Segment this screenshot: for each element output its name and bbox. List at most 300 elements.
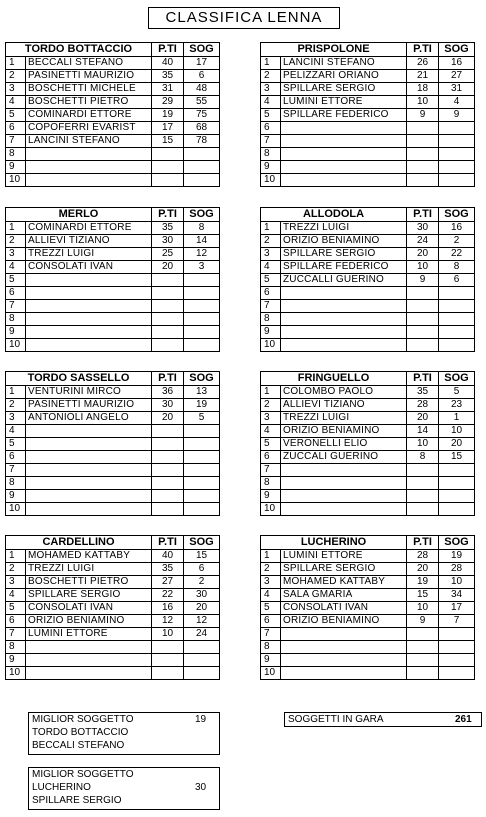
table-row — [261, 339, 475, 352]
rank-cell: 7 — [6, 464, 26, 477]
species-title: TORDO BOTTACCIO — [6, 43, 152, 57]
competitor-name: BOSCHETTI PIETRO — [26, 576, 152, 589]
table-row — [6, 161, 220, 174]
species-title: MERLO — [6, 208, 152, 222]
subjects-cell: 6 — [184, 563, 220, 576]
competitor-name — [26, 148, 152, 161]
rank-cell: 8 — [6, 641, 26, 654]
rank-cell: 9 — [6, 490, 26, 503]
table-row — [6, 339, 220, 352]
rank-cell: 2 — [6, 70, 26, 83]
table-row — [6, 477, 220, 490]
competitor-name: CONSOLATI IVAN — [26, 602, 152, 615]
points-cell — [407, 135, 439, 148]
best-subject-value: 19 — [195, 714, 207, 725]
subjects-header: SOG — [439, 43, 475, 57]
subjects-cell — [184, 339, 220, 352]
rank-cell: 6 — [261, 122, 281, 135]
table-row — [261, 313, 475, 326]
subjects-cell — [184, 451, 220, 464]
points-cell — [152, 641, 184, 654]
subjects-cell — [184, 148, 220, 161]
subjects-header: SOG — [439, 536, 475, 550]
subjects-cell — [439, 641, 475, 654]
table-row — [6, 83, 220, 96]
subjects-cell: 55 — [184, 96, 220, 109]
best-subject-label: MIGLIOR SOGGETTO — [32, 714, 134, 725]
table-row — [261, 57, 475, 70]
rank-cell: 1 — [261, 57, 281, 70]
points-cell — [407, 339, 439, 352]
rank-cell: 2 — [261, 70, 281, 83]
subjects-cell: 19 — [184, 399, 220, 412]
rank-cell: 9 — [6, 326, 26, 339]
rank-cell: 4 — [261, 589, 281, 602]
table-row — [6, 109, 220, 122]
subjects-cell — [439, 174, 475, 187]
table-row — [261, 135, 475, 148]
competitor-name — [281, 477, 407, 490]
table-row — [261, 386, 475, 399]
points-cell: 21 — [407, 70, 439, 83]
points-cell: 31 — [152, 83, 184, 96]
points-cell — [152, 477, 184, 490]
rank-cell: 6 — [261, 451, 281, 464]
points-header: P.TI — [152, 372, 184, 386]
rank-cell: 7 — [6, 628, 26, 641]
rank-cell: 9 — [6, 161, 26, 174]
rank-cell: 6 — [6, 451, 26, 464]
points-cell — [407, 477, 439, 490]
table-row — [261, 503, 475, 516]
rank-cell: 1 — [6, 57, 26, 70]
rank-cell: 2 — [261, 563, 281, 576]
subjects-cell — [184, 641, 220, 654]
competitor-name: TREZZI LUIGI — [26, 563, 152, 576]
table-row — [261, 174, 475, 187]
points-cell: 27 — [152, 576, 184, 589]
competitor-name: ZUCCALLI GUERINO — [281, 274, 407, 287]
rank-cell: 8 — [261, 148, 281, 161]
rank-cell: 2 — [261, 235, 281, 248]
subjects-cell: 68 — [184, 122, 220, 135]
points-cell — [152, 339, 184, 352]
competitor-name — [281, 313, 407, 326]
points-cell: 17 — [152, 122, 184, 135]
rank-cell: 4 — [261, 96, 281, 109]
competitor-name: COMINARDI ETTORE — [26, 109, 152, 122]
rank-cell: 10 — [6, 174, 26, 187]
rank-cell: 7 — [261, 464, 281, 477]
subjects-cell: 16 — [439, 57, 475, 70]
page-title: CLASSIFICA LENNA — [148, 7, 340, 29]
species-title: ALLODOLA — [261, 208, 407, 222]
table-row — [6, 438, 220, 451]
subjects-cell: 9 — [439, 109, 475, 122]
table-row — [6, 57, 220, 70]
subjects-cell — [184, 174, 220, 187]
table-row — [261, 628, 475, 641]
table-row — [6, 641, 220, 654]
points-cell: 24 — [407, 235, 439, 248]
points-cell: 28 — [407, 399, 439, 412]
best-subject-label-2: MIGLIOR SOGGETTO — [32, 769, 134, 780]
table-row — [261, 451, 475, 464]
subjects-cell: 20 — [184, 602, 220, 615]
points-cell — [407, 490, 439, 503]
rank-cell: 6 — [261, 287, 281, 300]
rank-cell: 5 — [261, 602, 281, 615]
points-cell — [152, 326, 184, 339]
points-cell — [152, 274, 184, 287]
competitor-name — [281, 287, 407, 300]
best-subject-name-2: SPILLARE SERGIO — [32, 795, 122, 806]
subjects-cell — [184, 425, 220, 438]
rank-cell: 2 — [6, 399, 26, 412]
points-cell — [152, 490, 184, 503]
points-cell — [152, 300, 184, 313]
table-row — [261, 222, 475, 235]
competitor-name: MOHAMED KATTABY — [26, 550, 152, 563]
rank-cell: 2 — [6, 235, 26, 248]
points-header: P.TI — [407, 208, 439, 222]
subjects-cell — [439, 464, 475, 477]
table-row — [261, 109, 475, 122]
table-row — [261, 589, 475, 602]
best-subject-species-2: LUCHERINO — [32, 782, 91, 793]
competitor-name: BOSCHETTI MICHELE — [26, 83, 152, 96]
points-cell — [407, 287, 439, 300]
table-row — [261, 261, 475, 274]
competitor-name: VENTURINI MIRCO — [26, 386, 152, 399]
points-cell: 22 — [152, 589, 184, 602]
subjects-cell: 16 — [439, 222, 475, 235]
subjects-cell — [184, 654, 220, 667]
competitor-name — [26, 174, 152, 187]
table-row — [6, 550, 220, 563]
competitor-name: TREZZI LUIGI — [26, 248, 152, 261]
competitor-name: VERONELLI ELIO — [281, 438, 407, 451]
table-row — [261, 550, 475, 563]
competitor-name: TREZZI LUIGI — [281, 222, 407, 235]
rank-cell: 10 — [6, 339, 26, 352]
subjects-cell: 22 — [439, 248, 475, 261]
points-cell — [152, 313, 184, 326]
competitor-name — [281, 654, 407, 667]
table-row — [6, 235, 220, 248]
subjects-cell — [439, 148, 475, 161]
competitor-name: SPILLARE SERGIO — [281, 248, 407, 261]
subjects-cell: 13 — [184, 386, 220, 399]
rank-cell: 3 — [261, 248, 281, 261]
table-row — [261, 477, 475, 490]
ranking-table — [5, 371, 220, 516]
rank-cell: 6 — [6, 122, 26, 135]
points-header: P.TI — [152, 536, 184, 550]
ranking-table — [260, 371, 475, 516]
subjects-cell: 27 — [439, 70, 475, 83]
table-row — [6, 313, 220, 326]
subjects-cell: 31 — [439, 83, 475, 96]
subjects-cell: 19 — [439, 550, 475, 563]
points-cell: 20 — [407, 412, 439, 425]
rank-cell: 7 — [6, 300, 26, 313]
rank-cell: 10 — [6, 667, 26, 680]
subjects-cell — [439, 503, 475, 516]
rank-cell: 8 — [261, 477, 281, 490]
rank-cell: 4 — [261, 425, 281, 438]
points-cell — [407, 628, 439, 641]
points-cell — [407, 122, 439, 135]
subjects-cell — [439, 300, 475, 313]
table-row — [6, 274, 220, 287]
subjects-cell — [184, 490, 220, 503]
competitor-name: BECCALI STEFANO — [26, 57, 152, 70]
competitor-name — [281, 503, 407, 516]
rank-cell: 1 — [261, 550, 281, 563]
table-row — [261, 438, 475, 451]
points-cell — [407, 503, 439, 516]
table-row — [261, 148, 475, 161]
rank-cell: 10 — [261, 174, 281, 187]
subjects-cell: 78 — [184, 135, 220, 148]
points-cell: 26 — [407, 57, 439, 70]
ranking-table — [5, 535, 220, 680]
competitor-name: SPILLARE SERGIO — [281, 563, 407, 576]
competitor-name — [281, 161, 407, 174]
subjects-cell: 24 — [184, 628, 220, 641]
competitor-name: ALLIEVI TIZIANO — [26, 235, 152, 248]
subjects-cell: 14 — [184, 235, 220, 248]
rank-cell: 4 — [261, 261, 281, 274]
table-row — [261, 274, 475, 287]
table-row — [6, 174, 220, 187]
rank-cell: 4 — [6, 261, 26, 274]
competitor-name — [26, 477, 152, 490]
table-row — [261, 399, 475, 412]
competitor-name: ORIZIO BENIAMINO — [281, 425, 407, 438]
competitor-name — [281, 300, 407, 313]
points-cell — [152, 654, 184, 667]
competitor-name: LUMINI ETTORE — [281, 550, 407, 563]
points-cell: 30 — [407, 222, 439, 235]
rank-cell: 7 — [6, 135, 26, 148]
rank-cell: 9 — [6, 654, 26, 667]
rank-cell: 2 — [6, 563, 26, 576]
table-row — [261, 667, 475, 680]
table-row — [261, 300, 475, 313]
rank-cell: 10 — [261, 667, 281, 680]
table-row — [6, 563, 220, 576]
points-cell: 19 — [152, 109, 184, 122]
best-subject-box-1 — [28, 712, 220, 755]
subjects-cell: 10 — [439, 576, 475, 589]
rank-cell: 8 — [261, 641, 281, 654]
points-cell: 35 — [152, 563, 184, 576]
points-cell — [407, 300, 439, 313]
points-cell: 20 — [407, 248, 439, 261]
subjects-cell: 15 — [184, 550, 220, 563]
species-title: TORDO SASSELLO — [6, 372, 152, 386]
subjects-cell — [439, 477, 475, 490]
points-cell: 29 — [152, 96, 184, 109]
table-row — [6, 576, 220, 589]
species-title: LUCHERINO — [261, 536, 407, 550]
competitor-name: MOHAMED KATTABY — [281, 576, 407, 589]
table-row — [6, 135, 220, 148]
table-row — [261, 96, 475, 109]
rank-cell: 1 — [261, 386, 281, 399]
points-cell: 35 — [152, 70, 184, 83]
competitor-name — [281, 326, 407, 339]
competitor-name — [26, 326, 152, 339]
subjects-cell: 34 — [439, 589, 475, 602]
rank-cell: 9 — [261, 326, 281, 339]
table-row — [6, 589, 220, 602]
competitor-name — [26, 313, 152, 326]
table-row — [261, 412, 475, 425]
subjects-count-label: SOGGETTI IN GARA — [288, 714, 384, 725]
subjects-cell — [439, 667, 475, 680]
table-row — [261, 654, 475, 667]
table-row — [6, 399, 220, 412]
rank-cell: 5 — [6, 602, 26, 615]
competitor-name: TREZZI LUIGI — [281, 412, 407, 425]
competitor-name: ANTONIOLI ANGELO — [26, 412, 152, 425]
points-cell — [407, 654, 439, 667]
best-subject-box-2 — [28, 767, 220, 810]
table-row — [261, 602, 475, 615]
points-cell: 18 — [407, 83, 439, 96]
table-row — [6, 464, 220, 477]
subjects-cell: 17 — [184, 57, 220, 70]
subjects-cell: 12 — [184, 615, 220, 628]
table-row — [261, 641, 475, 654]
subjects-cell — [184, 300, 220, 313]
table-row — [6, 503, 220, 516]
rank-cell: 5 — [6, 438, 26, 451]
competitor-name — [26, 425, 152, 438]
rank-cell: 3 — [6, 248, 26, 261]
competitor-name — [26, 464, 152, 477]
points-cell — [152, 425, 184, 438]
rank-cell: 3 — [6, 412, 26, 425]
points-cell — [407, 161, 439, 174]
competitor-name — [26, 274, 152, 287]
subjects-cell: 20 — [439, 438, 475, 451]
table-row — [6, 667, 220, 680]
rank-cell: 6 — [6, 287, 26, 300]
competitor-name — [26, 490, 152, 503]
subjects-header: SOG — [184, 208, 220, 222]
competitor-name — [26, 667, 152, 680]
points-cell: 40 — [152, 57, 184, 70]
competitor-name: COLOMBO PAOLO — [281, 386, 407, 399]
subjects-cell: 75 — [184, 109, 220, 122]
rank-cell: 4 — [6, 96, 26, 109]
competitor-name — [26, 641, 152, 654]
competitor-name — [281, 122, 407, 135]
points-cell: 9 — [407, 274, 439, 287]
points-cell: 9 — [407, 615, 439, 628]
competitor-name: PASINETTI MAURIZIO — [26, 399, 152, 412]
competitor-name — [281, 490, 407, 503]
table-row — [6, 490, 220, 503]
subjects-cell — [439, 287, 475, 300]
table-row — [261, 464, 475, 477]
table-row — [6, 122, 220, 135]
points-cell: 15 — [152, 135, 184, 148]
competitor-name: SALA GMARIA — [281, 589, 407, 602]
rank-cell: 1 — [6, 222, 26, 235]
rank-cell: 8 — [6, 148, 26, 161]
table-row — [261, 248, 475, 261]
table-row — [261, 425, 475, 438]
competitor-name — [26, 503, 152, 516]
points-cell: 8 — [407, 451, 439, 464]
best-subject-name: BECCALI STEFANO — [32, 740, 125, 751]
table-row — [6, 615, 220, 628]
rank-cell: 5 — [261, 274, 281, 287]
table-row — [6, 654, 220, 667]
subjects-cell: 30 — [184, 589, 220, 602]
points-cell: 36 — [152, 386, 184, 399]
points-cell: 9 — [407, 109, 439, 122]
competitor-name — [281, 464, 407, 477]
table-row — [261, 287, 475, 300]
table-row — [261, 122, 475, 135]
subjects-cell — [439, 654, 475, 667]
points-cell — [152, 464, 184, 477]
ranking-table — [5, 42, 220, 187]
competitor-name: SPILLARE FEDERICO — [281, 109, 407, 122]
table-row — [261, 70, 475, 83]
points-cell: 16 — [152, 602, 184, 615]
ranking-table — [260, 42, 475, 187]
subjects-cell: 17 — [439, 602, 475, 615]
subjects-cell: 28 — [439, 563, 475, 576]
competitor-name — [281, 174, 407, 187]
competitor-name: LANCINI STEFANO — [26, 135, 152, 148]
competitor-name: LUMINI ETTORE — [26, 628, 152, 641]
competitor-name: CONSOLATI IVAN — [26, 261, 152, 274]
competitor-name — [26, 161, 152, 174]
subjects-cell — [184, 326, 220, 339]
points-cell: 20 — [407, 563, 439, 576]
table-row — [6, 628, 220, 641]
points-cell: 20 — [152, 412, 184, 425]
points-cell — [152, 148, 184, 161]
subjects-cell: 2 — [439, 235, 475, 248]
rank-cell: 4 — [6, 425, 26, 438]
subjects-cell: 8 — [184, 222, 220, 235]
competitor-name: ORIZIO BENIAMINO — [26, 615, 152, 628]
rank-cell: 10 — [261, 503, 281, 516]
table-row — [6, 412, 220, 425]
rank-cell: 5 — [6, 109, 26, 122]
competitor-name — [26, 654, 152, 667]
rank-cell: 3 — [261, 576, 281, 589]
points-cell — [152, 451, 184, 464]
rank-cell: 5 — [6, 274, 26, 287]
competitor-name: CONSOLATI IVAN — [281, 602, 407, 615]
subjects-cell: 6 — [184, 70, 220, 83]
table-row — [261, 490, 475, 503]
points-cell: 10 — [407, 438, 439, 451]
competitor-name: SPILLARE SERGIO — [281, 83, 407, 96]
competitor-name — [281, 339, 407, 352]
subjects-header: SOG — [184, 43, 220, 57]
